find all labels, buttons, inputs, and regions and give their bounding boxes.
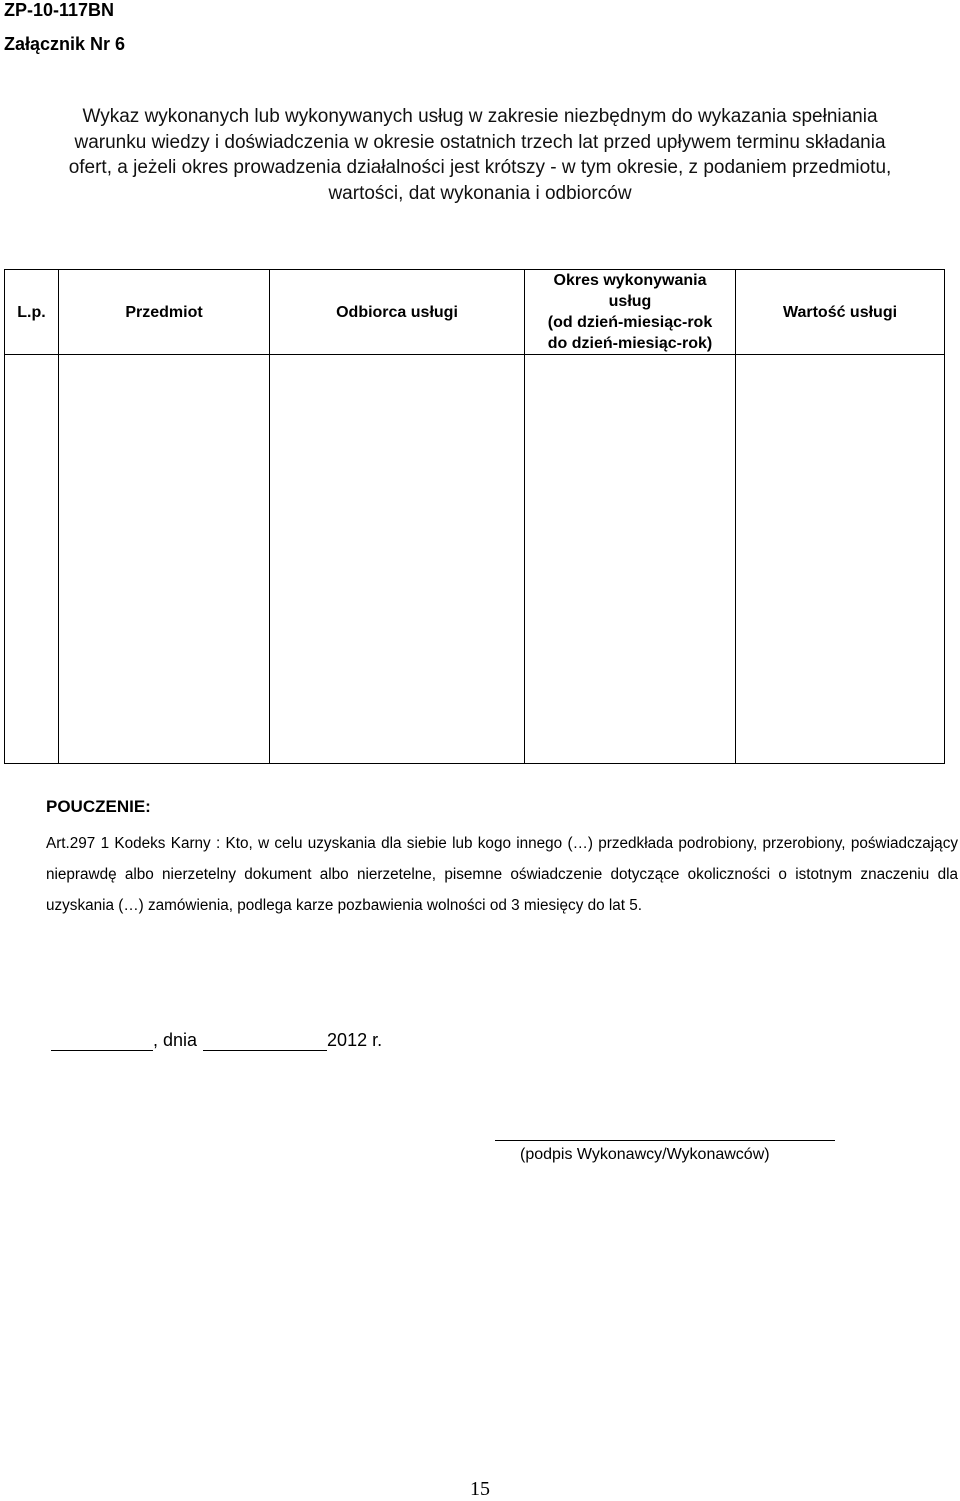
- intro-line: warunku wiedzy i doświadczenia w okresie ostatnich trzech lat przed upływem terminu składania: [74, 131, 886, 153]
- annex-title: Załącznik Nr 6: [4, 34, 126, 54]
- signature-caption: (podpis Wykonawcy/Wykonawców): [520, 1146, 770, 1163]
- column-header-recipient: Odbiorca usługi: [270, 270, 525, 355]
- period-header-line: Okres wykonywania: [553, 272, 707, 289]
- page-number: 15: [470, 1478, 490, 1500]
- intro-line: Wykaz wykonanych lub wykonywanych usług w zakresie niezbędnym do wykazania spełniania: [82, 106, 878, 127]
- cell-value[interactable]: [736, 355, 945, 764]
- intro-line: ofert, a jeżeli okres prowadzenia działalności jest krótszy - w tym okresie, z podaniem przedmiotu,: [68, 157, 892, 178]
- document-code: ZP-10-117BN: [4, 0, 115, 20]
- day-blank-field[interactable]: [203, 1030, 327, 1051]
- column-header-subject: Przedmiot: [59, 270, 270, 355]
- cell-period[interactable]: [525, 355, 736, 764]
- year-label: 2012 r.: [327, 1030, 383, 1050]
- intro-paragraph: [0, 104, 960, 206]
- period-header-line: usług: [608, 293, 652, 310]
- notice-text: Art.297 1 Kodeks Karny : Kto, w celu uzyskania dla siebie lub kogo innego (…) przedkłada podrobiony, przerobiony, poświadczający nieprawdę albo nierzetelny dokument albo nierzetelne, pisemne oświadczenie dotyczące okoliczności o istotnym znaczeniu dla uzyskania (…) zamówienia, podlega karze pozbawienia wolności od 3 miesięcy do lat 5.: [46, 835, 958, 914]
- period-header-line: (od dzień-miesiąc-rok: [547, 314, 713, 331]
- table-row: [5, 355, 945, 764]
- signature-line[interactable]: [495, 1140, 835, 1141]
- column-header-period: [525, 270, 736, 355]
- period-header-line: do dzień-miesiąc-rok): [547, 335, 713, 352]
- cell-lp[interactable]: [5, 355, 59, 764]
- date-line: [51, 1030, 382, 1051]
- intro-line: wartości, dat wykonania i odbiorców: [328, 182, 632, 204]
- cell-subject[interactable]: [59, 355, 270, 764]
- table-header-row: [5, 270, 945, 355]
- column-header-value: Wartość usługi: [736, 270, 945, 355]
- date-label: , dnia: [153, 1030, 198, 1050]
- column-header-lp: L.p.: [5, 270, 59, 355]
- place-blank-field[interactable]: [51, 1030, 153, 1051]
- cell-recipient[interactable]: [270, 355, 525, 764]
- notice-title: POUCZENIE:: [46, 797, 151, 816]
- services-table: [4, 269, 945, 764]
